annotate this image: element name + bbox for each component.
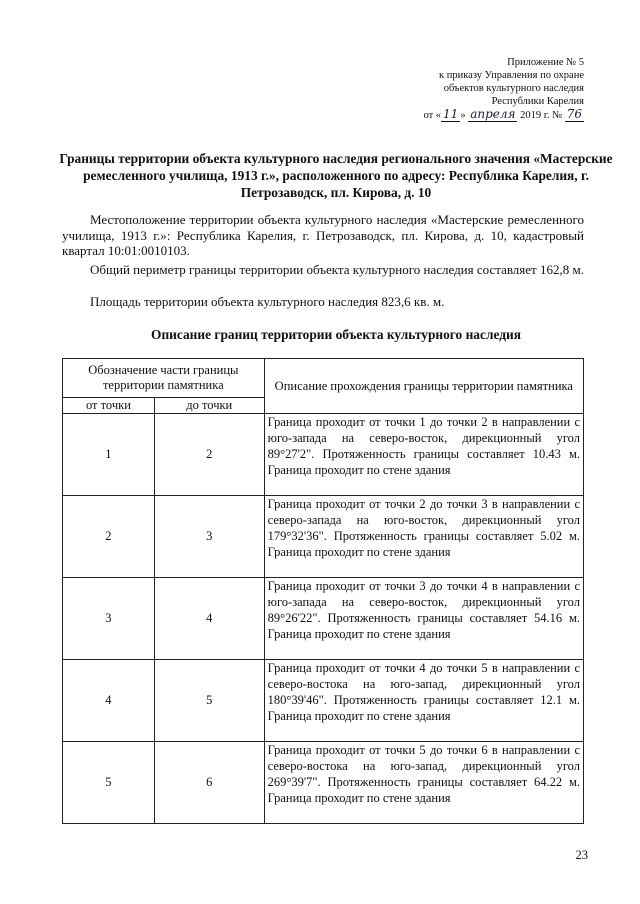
table-row	[63, 414, 584, 496]
date-prefix: от «	[423, 110, 442, 121]
handwritten-day: 11	[443, 107, 459, 121]
area-paragraph: Площадь территории объекта культурного наследия 823,6 кв. м.	[90, 294, 445, 309]
header-description: Описание прохождения границы территории памятника	[264, 359, 583, 414]
header-part: Обозначение части границы территории памятника	[63, 359, 265, 398]
header-from: от точки	[63, 398, 155, 414]
cell-to: 6	[154, 742, 264, 824]
cell-description: Граница проходит от точки 4 до точки 5 в направлении с северо-востока на юго-запад, дирекционный угол 180°39'46". Протяженность границы составляет 12.1 м. Граница проходит по стене здания	[264, 660, 583, 742]
cell-from: 1	[63, 414, 155, 496]
date-mid: »	[460, 110, 466, 121]
table-row	[63, 578, 584, 660]
cell-from: 4	[63, 660, 155, 742]
table-row	[63, 742, 584, 824]
cell-to: 2	[154, 414, 264, 496]
appendix-line-4: Республики Карелия	[491, 96, 584, 107]
handwritten-month: апреля	[470, 107, 516, 121]
boundary-table	[62, 358, 584, 824]
table-row	[63, 660, 584, 742]
cell-description: Граница проходит от точки 3 до точки 4 в направлении с юго-запада на северо-восток, дирекционный угол 89°26'22". Протяженность границы составляет 54.16 м. Граница проходит по стене здания	[264, 578, 583, 660]
cell-to: 4	[154, 578, 264, 660]
page-number: 23	[575, 848, 588, 862]
perimeter-paragraph: Общий периметр границы территории объекта культурного наследия составляет 162,8 м.	[90, 262, 584, 277]
section-subtitle: Описание границ территории объекта культурного наследия	[151, 327, 521, 342]
appendix-block	[364, 56, 584, 122]
year-suffix: 2019 г. №	[520, 110, 563, 121]
appendix-line-1: Приложение № 5	[507, 57, 584, 68]
cell-description: Граница проходит от точки 2 до точки 3 в направлении с северо-запада на юго-восток, дирекционный угол 179°32'36". Протяженность границы составляет 5.02 м. Граница проходит по стене здания	[264, 496, 583, 578]
handwritten-number: 76	[566, 107, 582, 121]
appendix-line-3: объектов культурного наследия	[443, 83, 584, 94]
cell-to: 3	[154, 496, 264, 578]
document-title: Границы территории объекта культурного наследия регионального значения «Мастерские ремесленного училища, 1913 г.», расположенного по адресу: Республика Карелия, г. Петрозаводск, пл. Кирова, д. 10	[59, 151, 613, 200]
cell-description: Граница проходит от точки 1 до точки 2 в направлении с юго-запада на северо-восток, дирекционный угол 89°27'2". Протяженность границы составляет 10.43 м. Граница проходит по стене здания	[264, 414, 583, 496]
cell-from: 2	[63, 496, 155, 578]
cell-from: 3	[63, 578, 155, 660]
appendix-line-2: к приказу Управления по охране	[439, 70, 584, 81]
appendix-date-line	[364, 108, 584, 122]
cell-description: Граница проходит от точки 5 до точки 6 в направлении с северо-востока на юго-запад, дирекционный угол 269°39'7". Протяженность границы составляет 64.22 м. Граница проходит по стене здания	[264, 742, 583, 824]
header-to: до точки	[154, 398, 264, 414]
table-header-row	[63, 359, 584, 398]
cell-to: 5	[154, 660, 264, 742]
location-paragraph: Местоположение территории объекта культурного наследия «Мастерские ремесленного училища, 1913 г.»: Республика Карелия, г. Петрозаводск, пл. Кирова, д. 10, кадастровый квартал 10:01:0010103.	[62, 212, 584, 258]
table-row	[63, 496, 584, 578]
cell-from: 5	[63, 742, 155, 824]
